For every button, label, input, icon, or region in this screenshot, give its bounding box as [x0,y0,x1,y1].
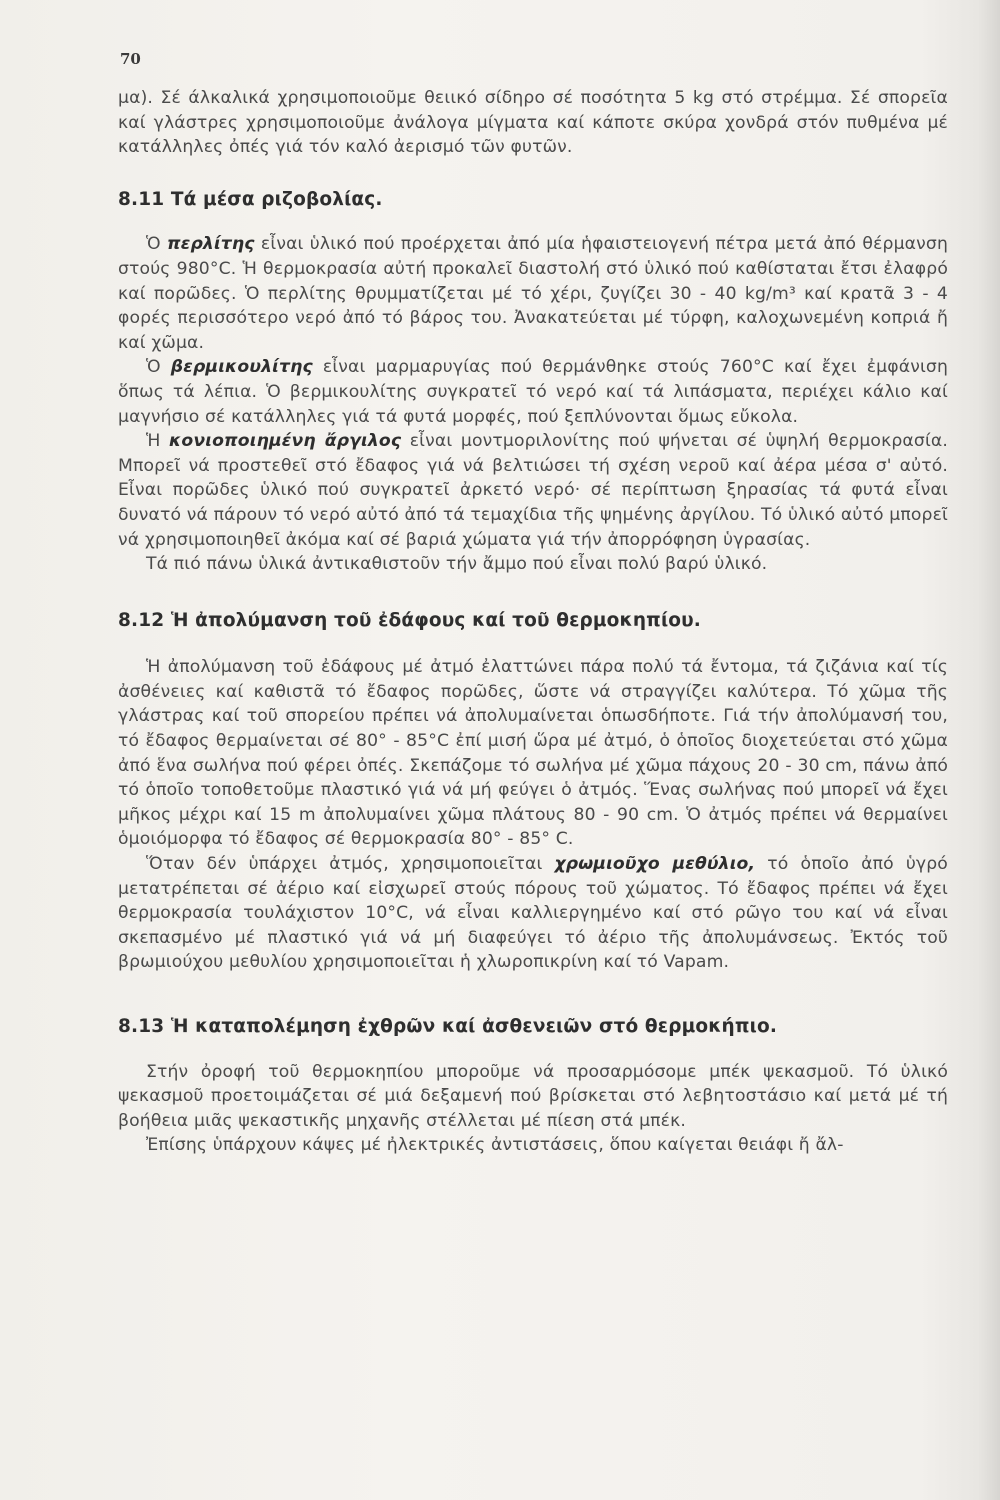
paragraph-steam: Ἡ ἀπολύμανση τοῦ ἐδάφους μέ ἀτμό ἐλαττώνει πάρα πολύ τά ἔντομα, τά ζιζάνια καί τίς ἀσθένειες καί καθιστᾶ τό ἔδαφος πορῶδες, ὥστε νά στραγγίζει καλύτερα. Τό χῶμα τῆς γλάστρας καί τοῦ σπορείου πρέπει νά ἀπολυμαίνεται ὁπωσδήποτε. Γιά τήν ἀπολύμανσή του, τό ἔδαφος θερμαίνεται σέ 80° - 85°C ἐπί μισή ὥρα μέ ἀτμό, ὁ ὁποῖος διοχετεύεται στό χῶμα ἀπό ἕνα σωλήνα πού φέρει ὀπές. Σκεπάζομε τό σωλήνα μέ χῶμα πάχους 20 - 30 cm, πάνω ἀπό τό ὁποῖο τοποθετοῦμε πλαστικό γιά νά μή φεύγει ὁ ἀτμός. Ἕνας σωλήνας πού μπορεῖ νά ἔχει μῆκος μέχρι καί 15 m ἀπολυμαίνει χῶμα πλάτους 80 - 90 cm. Ὁ ἀτμός πρέπει νά θερμαίνει ὁμοιόμορφα τό ἔδαφος σέ θερμοκρασία 80° - 85° C. [118,657,948,850]
page-body [118,86,948,1158]
paragraph-vermiculite [118,355,948,429]
paragraph-methyl-bromide [118,852,948,975]
clay-body: εἶναι μοντμοριλονίτης πού ψήνεται σέ ὑψηλή θερμοκρασία. Μπορεῖ νά προστεθεῖ στό ἔδαφος γιά νά βελτιώσει τή σχέση νεροῦ καί ἀέρα μέσα σ' αὐτό. Εἶναι πορῶδες ὑλικό πού συγκρατεῖ ἀρκετό νερό· σέ περίπτωση ξηρασίας τά φυτά εἶναι δυνατό νά πάρουν τό νερό αὐτό ἀπό τά τεμαχίδια τῆς ψημένης ἀργίλου. Τό ὑλικό αὐτό μπορεῖ νά χρησιμοποιηθεῖ ἀκόμα καί σέ βαριά χώματα γιά τήν ἀπορρόφηση ὑγρασίας. [118,431,949,550]
vermiculite-body: εἶναι μαρμαρυγίας πού θερμάνθηκε στούς 760°C καί ἔχει ἐμφάνιση ὅπως τά λέπια. Ὁ βερμικουλίτης συγκρατεῖ τό νερό καί τά λιπάσματα, περιέχει κάλιο καί μαγνήσιο σέ κατάλληλες γιά τά φυτά μορφές, πού ξεπλύνονται ὅμως εὔκολα. [118,357,949,427]
section-heading-8-11: 8.11 Τά μέσα ριζοβολίας. [118,188,383,210]
paragraph-clay [118,429,948,552]
term-clay: κονιοποιημένη ἄργιλος [169,431,402,452]
perlite-body: εἶναι ὑλικό πού προέρχεται ἀπό μία ἡφαιστειογενή πέτρα μετά ἀπό θέρμανση στούς 980°C. Ἡ θερμοκρασία αὐτή προκαλεῖ διαστολή στό ὑλικό πού καθίσταται ἔτσι ἐλαφρό καί πορῶδες. Ὁ περλίτης θρυμματίζεται μέ τό χέρι, ζυγίζει 30 - 40 kg/m³ καί κρατᾶ 3 - 4 φορές περισσότερο νερό ἀπό τό βάρος του. Ἀνακατεύεται μέ τύρφη, καλοχωνεμένη κοπριά ἤ καί χῶμα. [118,234,948,353]
term-vermiculite: βερμικουλίτης [170,357,313,378]
paragraph-closing: Τά πιό πάνω ὑλικά ἀντικαθιστοῦν τήν ἄμμο πού εἶναι πολύ βαρύ ὑλικό. [146,554,768,575]
methyl-bromide-lead: Ὅταν δέν ὑπάρχει ἀτμός, χρησιμοποιεῖται [146,854,555,875]
term-methyl-bromide: χρωμιοῦχο μεθύλιο, [554,854,756,875]
paragraph-burners: Ἐπίσης ὑπάρχουν κάψες μέ ἠλεκτρικές ἀντιστάσεις, ὅπου καίγεται θειάφι ἤ ἄλ- [146,1135,844,1156]
intro-paragraph: μα). Σέ άλκαλικά χρησιμοποιοῦμε θειικό σίδηρο σέ ποσότητα 5 kg στό στρέμμα. Σέ σπορεῖα καί γλάστρες χρησιμοποιοῦμε ἀνάλογα μίγματα καί κάποτε σκύρα χονδρά στόν πυθμένα μέ κατάλληλες ὀπές γιά τόν καλό ἀερισμό τῶν φυτῶν. [118,88,948,158]
section-heading-8-12: 8.12 Ἡ ἀπολύμανση τοῦ ἐδάφους καί τοῦ θερμοκηπίου. [118,609,701,631]
paragraph-perlite [118,232,948,355]
section-heading-8-13: 8.13 Ἡ καταπολέμηση ἐχθρῶν καί ἀσθενειῶν στό θερμοκήπιο. [118,1016,778,1037]
paragraph-sprayers: Στήν ὀροφή τοῦ θερμοκηπίου μποροῦμε νά προσαρμόσομε μπέκ ψεκασμοῦ. Τό ὑλικό ψεκασμοῦ προετοιμάζεται σέ μιά δεξαμενή πού βρίσκεται στό λεβητοστάσιο καί μετά μέ τή βοήθεια μιᾶς ψεκαστικῆς μηχανῆς στέλλεται μέ πίεση στά μπέκ. [118,1061,948,1131]
methyl-bromide-body: τό ὁποῖο ἀπό ὑγρό μετατρέπεται σέ ἀέριο καί εἰσχωρεῖ στούς πόρους τοῦ χώματος. Τό ἔδαφος πρέπει νά ἔχει θερμοκρασία τουλάχιστον 10°C, νά εἶναι καλλιεργημένο καί στό ρῶγο του καί νά εἶναι σκεπασμένο μέ πλαστικό γιά νά μή διαφεύγει τό ἀέριο τῆς ἀπολυμάνσεως. Ἐκτός τοῦ βρωμιούχου μεθυλίου χρησιμοποιεῖται ἡ χλωροπικρίνη καί τό Vapam. [118,854,948,973]
term-perlite: περλίτης [167,234,255,255]
perlite-lead: Ὁ [146,234,167,255]
clay-lead: Ἡ [146,431,170,452]
page-spine-shadow [978,0,1000,1500]
vermiculite-lead: Ὁ [146,357,171,378]
page-number: 70 [120,50,141,68]
